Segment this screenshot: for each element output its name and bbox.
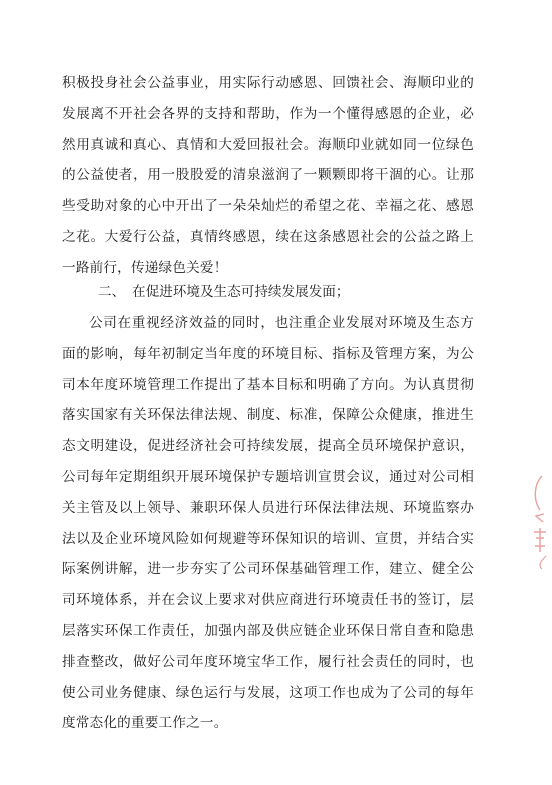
paragraph-community-welfare: 积极投身社会公益事业，用实际行动感恩、回馈社会、海顺印业的发展离不开社会各界的支持和帮助，作为一个懂得感恩的企业，必然用真诚和真心、真情和大爱回报社会。海顺印业就如同一位绿色的公益使者，用一股股爱的清泉滋润了一颗颗即将干涸的心。让那些受助对象的心中开出了一朵朵灿烂的希望之花、幸福之花、感恩之花。大爱行公益，真情终感恩，续在这条感恩社会的公益之路上一路前行，传递绿色关爱！ [62,75,474,276]
paragraph-environment: 公司在重视经济效益的同时，也注重企业发展对环境及生态方面的影响，每年初制定当年度的环境目标、指标及管理方案，为公司本年度环境管理工作提出了基本目标和明确了方向。为认真贯彻落实国家有关环保法律法规、制度、标准，保障公众健康，推进生态文明建设，促进经济社会可持续发展，提高全员环境保护意识，公司每年定期组织开展环境保护专题培训宣贯会议，通过对公司相关主管及以上领导、兼职环保人员进行环保法律法规、环境监察办法以及企业环境风险如何规避等环保知识的培训、宣贯，并结合实际案例讲解，进一步夯实了公司环保基础管理工作，建立、健全公司环境体系，并在会议上要求对供应商进行环境责任书的签订，层层落实环保工作责任，加强内部及供应链企业环保日常自查和隐患排查整改，做好公司年度环境宝华工作，履行社会责任的同时，也使公司业务健康、绿色运行与发展，这项工作也成为了公司的每年度常态化的重要工作之一。 [62,315,474,732]
section-heading-environment: 二、 在促进环境及生态可持续发展发面； [98,284,350,300]
seal-stamp-fragment [528,470,550,570]
